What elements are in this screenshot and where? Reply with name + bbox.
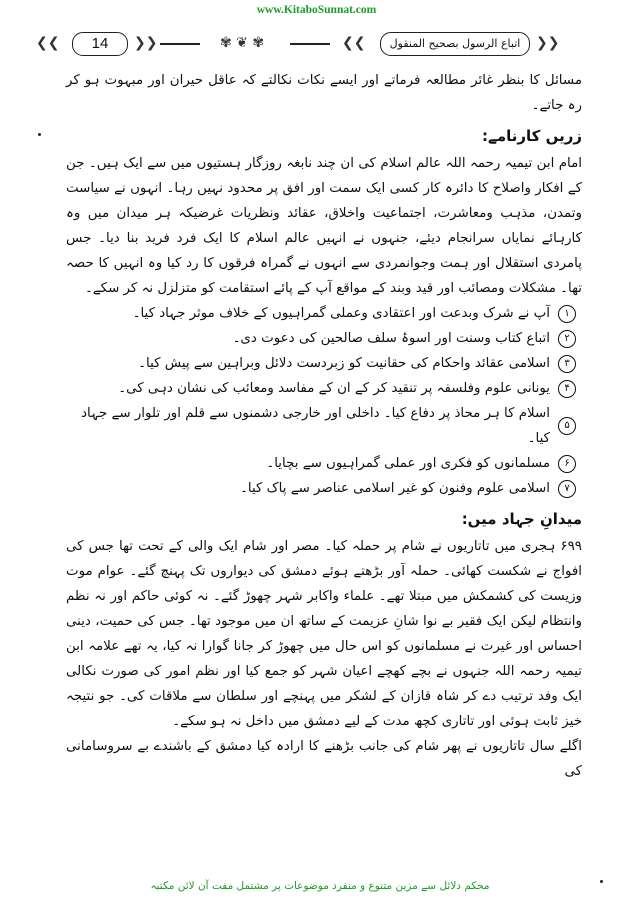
book-title: اتباع الرسول بصحيح المنقول	[380, 32, 530, 56]
circled-number-icon: ۷	[558, 480, 576, 498]
circled-number-icon: ۱	[558, 305, 576, 323]
site-url[interactable]: www.KitaboSunnat.com	[256, 4, 377, 16]
page-number: 14	[72, 32, 128, 56]
list-item-text: اسلامی علوم وفنون کو غیر اسلامی عناصر سے پاک کیا۔	[240, 481, 550, 496]
ornament-left-icon: ❮❮	[36, 35, 60, 51]
jihad-last-line: اگلے سال تاتاریوں نے پھر شام کی جانب بڑھنے کا ارادہ کیا دمشق کے باشندے بے سروسامانی کی	[66, 739, 582, 779]
jihad-paragraph: ۶۹۹ ہجری میں تاتاریوں نے شام پر حملہ کیا۔ مصر اور شام ایک والی کے تحت تھا جس کی افواج نے شکست کھائی۔ حملہ آور بڑھتے ہوئے دمشق کی دیواروں تک پہنچ گئے۔ عوام موت وزیست کی کشمکش میں مبتلا تھے۔ علماء واکابر شہر چھوڑ گئے۔ نہ کوئی حاکم اور نہ نظم وانتظام لیکن ایک فقیر بے نوا شانِ عزیمت کے ساتھ ان میں موجود تھا۔ جس کی حمیت، دینی احساس اور غیرت نے مسلمانوں کو اس حال میں چھوڑ کر جانا گوارا نہ کیا، یہ تھے علامہ ابن تیمیہ رحمہ اللہ جنہوں نے بچے کھچے اعیان شہر کو جمع کیا اور نظم امور کی صورت نکالی ایک وفد ترتیب دے کر شاہ قازان کے لشکر میں پہنچے اور سلطان سے ملاقات کی۔ جو نتیجہ خیز ثابت ہوئی اور تاتاری کچھ مدت کے لیے دمشق میں داخل نہ ہو سکے۔	[66, 539, 582, 729]
circled-number-icon: ۳	[558, 355, 576, 373]
list-item-text: اسلامی عقائد واحکام کی حقانیت کو زبردست دلائل وبراہین سے پیش کیا۔	[138, 356, 550, 371]
list-item	[66, 376, 576, 401]
list-item-text: یونانی علوم وفلسفہ پر تنقید کر کے ان کے مفاسد ومعائب کی نشان دہی کی۔	[118, 381, 550, 396]
page-content	[66, 68, 582, 784]
list-item-text: آپ نے شرک وبدعت اور اعتقادی وعملی گمراہیوں کے خلاف موثر جہاد کیا۔	[132, 306, 550, 321]
scan-speck	[38, 133, 41, 136]
ornament-arrow-icon: ❯❯	[134, 35, 158, 51]
footer-tagline: محکم دلائل سے مزین متنوع و منفرد موضوعات پر مشتمل مفت آن لائن مکتبہ	[150, 880, 490, 892]
circled-number-icon: ۴	[558, 380, 576, 398]
intro-line: مسائل کا بنظر غائر مطالعہ فرماتے اور ایسے نکات نکالتے کہ عاقل حیران اور مبہوت ہو کر رہ جاتے۔	[66, 73, 582, 113]
achievements-paragraph: امام ابن تیمیہ رحمہ اللہ عالم اسلام کی ان چند نابغہ روزگار ہستیوں میں سے ایک ہیں۔ جن کے افکار واصلاح کا دائرہ کار کسی ایک سمت اور افق پر محدود نہیں رہا۔ انہوں نے سیاست وتمدن، مذہب ومعاشرت، اجتماعیت واخلاق، عقائد ونظریات غرضیکہ ہر میدان میں وہ کارہائے نمایاں سرانجام دیئے، جنہوں نے انہیں عالم اسلام کا ایک فرد فرید بنا دیا۔ جس پامردی استقلال اور ہمت وجوانمردی سے انہوں نے گمراہ فرقوں کا رد کیا وہ انہیں کا حصہ تھا۔ مشکلات ومصائب اور قید وبند کے مواقع آپ کے پائے استقامت کو متزلزل نہ کر سکے۔	[66, 156, 582, 296]
list-item-text: اتباع کتاب وسنت اور اسوۂ سلف صالحین کی دعوت دی۔	[232, 331, 550, 346]
ornament-rule	[160, 43, 200, 45]
circled-number-icon: ۶	[558, 455, 576, 473]
ornament-center-icon: ✾ ❦ ✾	[220, 35, 265, 51]
list-item	[66, 326, 576, 351]
scan-speck	[600, 880, 603, 883]
section-heading-jihad: میدانِ جہاد میں:	[461, 510, 582, 528]
list-item-text: مسلمانوں کو فکری اور عملی گمراہیوں سے بچایا۔	[266, 456, 550, 471]
list-item	[66, 476, 576, 501]
list-item	[66, 301, 576, 326]
ornament-right-icon: ❯❯	[536, 35, 560, 51]
achievements-list	[66, 301, 582, 501]
list-item	[66, 351, 576, 376]
section-heading-achievements: زریں کارنامے:	[482, 127, 582, 145]
list-item-text: اسلام کا ہر محاذ پر دفاع کیا۔ داخلی اور خارجی دشمنوں سے قلم اور تلوار سے جہاد کیا۔	[81, 406, 550, 446]
ornament-rule	[290, 43, 330, 45]
list-item	[66, 451, 576, 476]
list-item	[66, 401, 576, 451]
page-header-ornament	[30, 30, 570, 60]
circled-number-icon: ۵	[558, 417, 576, 435]
ornament-arrow-icon: ❮❮	[342, 35, 366, 51]
circled-number-icon: ۲	[558, 330, 576, 348]
